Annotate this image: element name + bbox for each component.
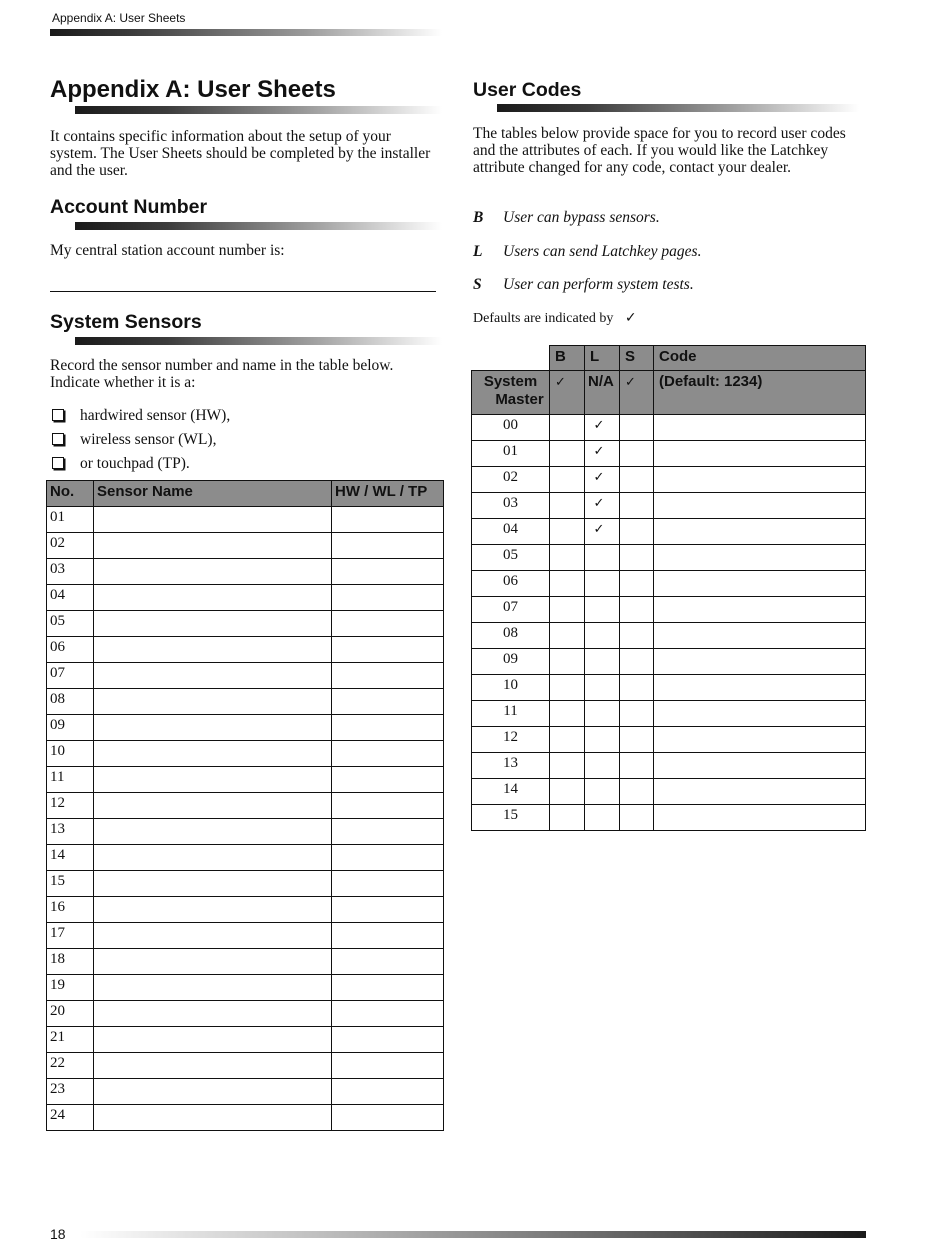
user-codes-rule xyxy=(497,104,859,112)
table-row xyxy=(47,1001,444,1027)
column-header-sensor-name: Sensor Name xyxy=(94,481,332,507)
sensor-name-cell[interactable] xyxy=(94,637,332,663)
code-cell[interactable] xyxy=(654,779,866,805)
attribute-text: User can bypass sensors. xyxy=(503,209,660,226)
sensor-name-cell[interactable] xyxy=(94,845,332,871)
latchkey-cell[interactable] xyxy=(585,649,620,675)
code-cell[interactable] xyxy=(654,571,866,597)
sensor-name-cell[interactable] xyxy=(94,819,332,845)
sensor-type-label: hardwired sensor (HW), xyxy=(80,407,231,424)
user-number: 02 xyxy=(472,467,550,493)
sensor-type-cell[interactable] xyxy=(332,767,444,793)
sensor-type-cell[interactable] xyxy=(332,741,444,767)
sensor-name-cell[interactable] xyxy=(94,507,332,533)
header-rule xyxy=(50,29,442,36)
table-row xyxy=(47,975,444,1001)
table-row xyxy=(47,923,444,949)
check-mark-icon: ✓ xyxy=(593,444,605,459)
bypass-cell[interactable] xyxy=(550,441,585,467)
sensor-name-cell[interactable] xyxy=(94,975,332,1001)
latchkey-cell[interactable] xyxy=(585,623,620,649)
bypass-cell[interactable] xyxy=(550,675,585,701)
check-mark-icon: ✓ xyxy=(593,496,605,511)
checkbox-icon xyxy=(52,433,64,445)
user-number: 03 xyxy=(472,493,550,519)
system-master-l: N/A xyxy=(585,371,620,415)
code-cell[interactable] xyxy=(654,675,866,701)
sensor-type-wl xyxy=(52,431,217,448)
table-row xyxy=(472,415,866,441)
column-header-no: No. xyxy=(47,481,94,507)
latchkey-cell[interactable] xyxy=(585,701,620,727)
sensor-number: 21 xyxy=(47,1027,94,1053)
account-text: My central station account number is: xyxy=(50,242,285,259)
sensor-name-cell[interactable] xyxy=(94,767,332,793)
user-number: 06 xyxy=(472,571,550,597)
table-row xyxy=(472,467,866,493)
code-cell[interactable] xyxy=(654,519,866,545)
sensor-number: 19 xyxy=(47,975,94,1001)
table-row xyxy=(47,637,444,663)
sensor-type-cell[interactable] xyxy=(332,1053,444,1079)
system-test-cell[interactable] xyxy=(620,441,654,467)
check-mark-icon: ✓ xyxy=(593,418,605,433)
code-cell[interactable] xyxy=(654,415,866,441)
check-mark-icon: ✓ xyxy=(593,470,605,485)
attribute-l xyxy=(473,243,701,260)
user-number: 14 xyxy=(472,779,550,805)
sensor-name-cell[interactable] xyxy=(94,949,332,975)
table-row xyxy=(47,559,444,585)
sensor-type-cell[interactable] xyxy=(332,949,444,975)
sensor-type-cell[interactable] xyxy=(332,611,444,637)
sensor-type-cell[interactable] xyxy=(332,689,444,715)
check-mark-icon: ✓ xyxy=(625,375,636,390)
table-row xyxy=(47,533,444,559)
sensor-type-hw xyxy=(52,407,231,424)
sensor-type-cell[interactable] xyxy=(332,715,444,741)
bypass-cell[interactable] xyxy=(550,779,585,805)
sensor-type-cell[interactable] xyxy=(332,637,444,663)
sensor-type-tp xyxy=(52,455,190,472)
check-mark-icon: ✓ xyxy=(593,522,605,537)
latchkey-cell[interactable] xyxy=(585,727,620,753)
user-number: 11 xyxy=(472,701,550,727)
code-cell[interactable] xyxy=(654,441,866,467)
system-master-line1: System xyxy=(483,373,538,390)
title-rule xyxy=(75,106,442,114)
table-row xyxy=(472,805,866,831)
table-row xyxy=(472,623,866,649)
table-row xyxy=(472,441,866,467)
user-codes-table xyxy=(471,345,866,831)
sensor-name-cell[interactable] xyxy=(94,871,332,897)
checkbox-icon xyxy=(52,409,64,421)
sensor-name-cell[interactable] xyxy=(94,1027,332,1053)
latchkey-cell[interactable] xyxy=(585,779,620,805)
sensor-type-cell[interactable] xyxy=(332,1027,444,1053)
table-row xyxy=(472,727,866,753)
sensor-type-cell[interactable] xyxy=(332,559,444,585)
sensor-type-label: or touchpad (TP). xyxy=(80,455,190,472)
code-cell[interactable] xyxy=(654,701,866,727)
column-header-type: HW / WL / TP xyxy=(332,481,444,507)
bypass-cell[interactable] xyxy=(550,623,585,649)
sensor-number: 11 xyxy=(47,767,94,793)
user-number: 04 xyxy=(472,519,550,545)
table-row xyxy=(47,663,444,689)
system-master-code: (Default: 1234) xyxy=(654,371,866,415)
page-number: 18 xyxy=(50,1226,66,1242)
latchkey-cell[interactable] xyxy=(585,675,620,701)
account-number-heading: Account Number xyxy=(50,196,208,218)
sensor-type-cell[interactable] xyxy=(332,585,444,611)
user-number: 07 xyxy=(472,597,550,623)
sensor-type-cell[interactable] xyxy=(332,1001,444,1027)
running-head: Appendix A: User Sheets xyxy=(52,11,186,25)
user-number: 05 xyxy=(472,545,550,571)
bypass-cell[interactable] xyxy=(550,493,585,519)
attribute-letter: B xyxy=(473,209,484,226)
sensor-table xyxy=(46,480,444,1131)
bypass-cell[interactable] xyxy=(550,649,585,675)
system-test-cell[interactable] xyxy=(620,701,654,727)
sensor-number: 09 xyxy=(47,715,94,741)
latchkey-cell[interactable] xyxy=(585,571,620,597)
sensor-number: 04 xyxy=(47,585,94,611)
table-row xyxy=(47,741,444,767)
attribute-s xyxy=(473,276,694,293)
system-test-cell[interactable] xyxy=(620,415,654,441)
table-row xyxy=(472,545,866,571)
table-row xyxy=(47,1053,444,1079)
table-row xyxy=(472,649,866,675)
system-test-cell[interactable] xyxy=(620,805,654,831)
sensor-number: 01 xyxy=(47,507,94,533)
user-number: 01 xyxy=(472,441,550,467)
table-row xyxy=(47,819,444,845)
sensors-paragraph: Record the sensor number and name in the table below. Indicate whether it is a: xyxy=(50,357,394,391)
system-test-cell[interactable] xyxy=(620,467,654,493)
sensor-number: 07 xyxy=(47,663,94,689)
page-title: Appendix A: User Sheets xyxy=(50,76,336,103)
user-number: 12 xyxy=(472,727,550,753)
sensor-number: 06 xyxy=(47,637,94,663)
latchkey-cell[interactable] xyxy=(585,415,620,441)
attribute-letter: L xyxy=(473,243,483,260)
sensor-name-cell[interactable] xyxy=(94,533,332,559)
code-cell[interactable] xyxy=(654,727,866,753)
code-cell[interactable] xyxy=(654,467,866,493)
bypass-cell[interactable] xyxy=(550,727,585,753)
code-cell[interactable] xyxy=(654,649,866,675)
latchkey-cell[interactable] xyxy=(585,519,620,545)
sensor-type-cell[interactable] xyxy=(332,845,444,871)
defaults-note xyxy=(473,310,637,327)
table-row xyxy=(47,1027,444,1053)
sensor-type-cell[interactable] xyxy=(332,1079,444,1105)
sensor-name-cell[interactable] xyxy=(94,689,332,715)
bypass-cell[interactable] xyxy=(550,701,585,727)
system-test-cell[interactable] xyxy=(620,571,654,597)
sensor-number: 15 xyxy=(47,871,94,897)
attribute-letter: S xyxy=(473,276,482,293)
sensor-name-cell[interactable] xyxy=(94,559,332,585)
table-row xyxy=(472,753,866,779)
table-row xyxy=(47,1105,444,1131)
sensor-name-cell[interactable] xyxy=(94,741,332,767)
sensor-name-cell[interactable] xyxy=(94,1053,332,1079)
table-row xyxy=(47,897,444,923)
user-number: 15 xyxy=(472,805,550,831)
column-header-blank xyxy=(472,346,550,371)
sensor-number: 20 xyxy=(47,1001,94,1027)
system-test-cell[interactable] xyxy=(620,779,654,805)
sensor-type-cell[interactable] xyxy=(332,897,444,923)
latchkey-cell[interactable] xyxy=(585,805,620,831)
user-number: 08 xyxy=(472,623,550,649)
bypass-cell[interactable] xyxy=(550,415,585,441)
sensor-name-cell[interactable] xyxy=(94,663,332,689)
table-row xyxy=(47,689,444,715)
checkbox-icon xyxy=(52,457,64,469)
table-row xyxy=(47,507,444,533)
sensor-number: 14 xyxy=(47,845,94,871)
sensor-number: 03 xyxy=(47,559,94,585)
system-master-line2: Master xyxy=(495,391,544,408)
table-row xyxy=(47,611,444,637)
sensor-name-cell[interactable] xyxy=(94,793,332,819)
sensor-name-cell[interactable] xyxy=(94,897,332,923)
sensor-number: 23 xyxy=(47,1079,94,1105)
table-row xyxy=(472,701,866,727)
system-test-cell[interactable] xyxy=(620,649,654,675)
system-test-cell[interactable] xyxy=(620,753,654,779)
sensor-name-cell[interactable] xyxy=(94,715,332,741)
sensor-type-cell[interactable] xyxy=(332,1105,444,1131)
sensor-number: 08 xyxy=(47,689,94,715)
system-test-cell[interactable] xyxy=(620,727,654,753)
code-cell[interactable] xyxy=(654,545,866,571)
check-mark-icon: ✓ xyxy=(624,310,637,326)
table-row xyxy=(472,675,866,701)
sensor-name-cell[interactable] xyxy=(94,923,332,949)
latchkey-cell[interactable] xyxy=(585,545,620,571)
user-number: 09 xyxy=(472,649,550,675)
attribute-text: Users can send Latchkey pages. xyxy=(503,243,702,260)
table-row xyxy=(47,1079,444,1105)
code-cell[interactable] xyxy=(654,597,866,623)
sensors-rule xyxy=(75,337,442,345)
system-test-cell[interactable] xyxy=(620,519,654,545)
table-row xyxy=(47,793,444,819)
sensor-type-label: wireless sensor (WL), xyxy=(80,431,217,448)
sensor-number: 05 xyxy=(47,611,94,637)
code-cell[interactable] xyxy=(654,753,866,779)
system-master-row xyxy=(472,371,866,415)
table-row xyxy=(47,949,444,975)
sensor-type-cell[interactable] xyxy=(332,819,444,845)
user-number: 13 xyxy=(472,753,550,779)
user-codes-paragraph: The tables below provide space for you to record user codes and the attributes of each. If you would like the Latchkey attribute changed for any code, contact your dealer. xyxy=(473,125,846,176)
sensor-number: 22 xyxy=(47,1053,94,1079)
user-codes-heading: User Codes xyxy=(473,79,582,101)
table-row xyxy=(47,845,444,871)
sensor-number: 17 xyxy=(47,923,94,949)
bypass-cell[interactable] xyxy=(550,467,585,493)
user-number: 00 xyxy=(472,415,550,441)
table-row xyxy=(472,519,866,545)
sensor-name-cell[interactable] xyxy=(94,1105,332,1131)
footer-rule xyxy=(80,1231,866,1238)
code-cell[interactable] xyxy=(654,493,866,519)
code-cell[interactable] xyxy=(654,623,866,649)
attribute-text: User can perform system tests. xyxy=(503,276,694,293)
column-header-l: L xyxy=(585,346,620,371)
sensor-type-cell[interactable] xyxy=(332,871,444,897)
sensor-type-cell[interactable] xyxy=(332,533,444,559)
system-test-cell[interactable] xyxy=(620,493,654,519)
code-cell[interactable] xyxy=(654,805,866,831)
sensor-number: 02 xyxy=(47,533,94,559)
latchkey-cell[interactable] xyxy=(585,597,620,623)
bypass-cell[interactable] xyxy=(550,597,585,623)
system-test-cell[interactable] xyxy=(620,675,654,701)
sensor-type-cell[interactable] xyxy=(332,923,444,949)
intro-paragraph: It contains specific information about the setup of your system. The User Sheets should be completed by the installer and the user. xyxy=(50,128,431,179)
system-test-cell[interactable] xyxy=(620,545,654,571)
system-master-label xyxy=(472,371,550,415)
bypass-cell[interactable] xyxy=(550,545,585,571)
sensor-number: 12 xyxy=(47,793,94,819)
sensor-type-cell[interactable] xyxy=(332,793,444,819)
latchkey-cell[interactable] xyxy=(585,753,620,779)
latchkey-cell[interactable] xyxy=(585,441,620,467)
user-number: 10 xyxy=(472,675,550,701)
bypass-cell[interactable] xyxy=(550,805,585,831)
sensor-name-cell[interactable] xyxy=(94,611,332,637)
table-row xyxy=(47,871,444,897)
account-number-blank[interactable] xyxy=(50,291,436,292)
sensor-name-cell[interactable] xyxy=(94,585,332,611)
bypass-cell[interactable] xyxy=(550,571,585,597)
sensor-type-cell[interactable] xyxy=(332,507,444,533)
column-header-b: B xyxy=(550,346,585,371)
system-test-cell[interactable] xyxy=(620,597,654,623)
table-row xyxy=(472,571,866,597)
system-test-cell[interactable] xyxy=(620,623,654,649)
table-row xyxy=(472,779,866,805)
table-row xyxy=(472,597,866,623)
sensor-name-cell[interactable] xyxy=(94,1001,332,1027)
latchkey-cell[interactable] xyxy=(585,493,620,519)
table-row xyxy=(47,585,444,611)
bypass-cell[interactable] xyxy=(550,753,585,779)
bypass-cell[interactable] xyxy=(550,519,585,545)
latchkey-cell[interactable] xyxy=(585,467,620,493)
check-mark-icon: ✓ xyxy=(555,375,566,390)
sensor-type-cell[interactable] xyxy=(332,975,444,1001)
sensor-name-cell[interactable] xyxy=(94,1079,332,1105)
system-sensors-heading: System Sensors xyxy=(50,311,202,333)
attribute-b xyxy=(473,209,660,226)
sensor-number: 24 xyxy=(47,1105,94,1131)
sensor-number: 16 xyxy=(47,897,94,923)
column-header-s: S xyxy=(620,346,654,371)
sensor-number: 18 xyxy=(47,949,94,975)
sensor-number: 10 xyxy=(47,741,94,767)
table-row xyxy=(472,493,866,519)
sensor-type-cell[interactable] xyxy=(332,663,444,689)
defaults-text: Defaults are indicated by xyxy=(473,311,614,326)
account-rule xyxy=(75,222,442,230)
table-row xyxy=(47,767,444,793)
column-header-code: Code xyxy=(654,346,866,371)
table-row xyxy=(47,715,444,741)
sensor-number: 13 xyxy=(47,819,94,845)
